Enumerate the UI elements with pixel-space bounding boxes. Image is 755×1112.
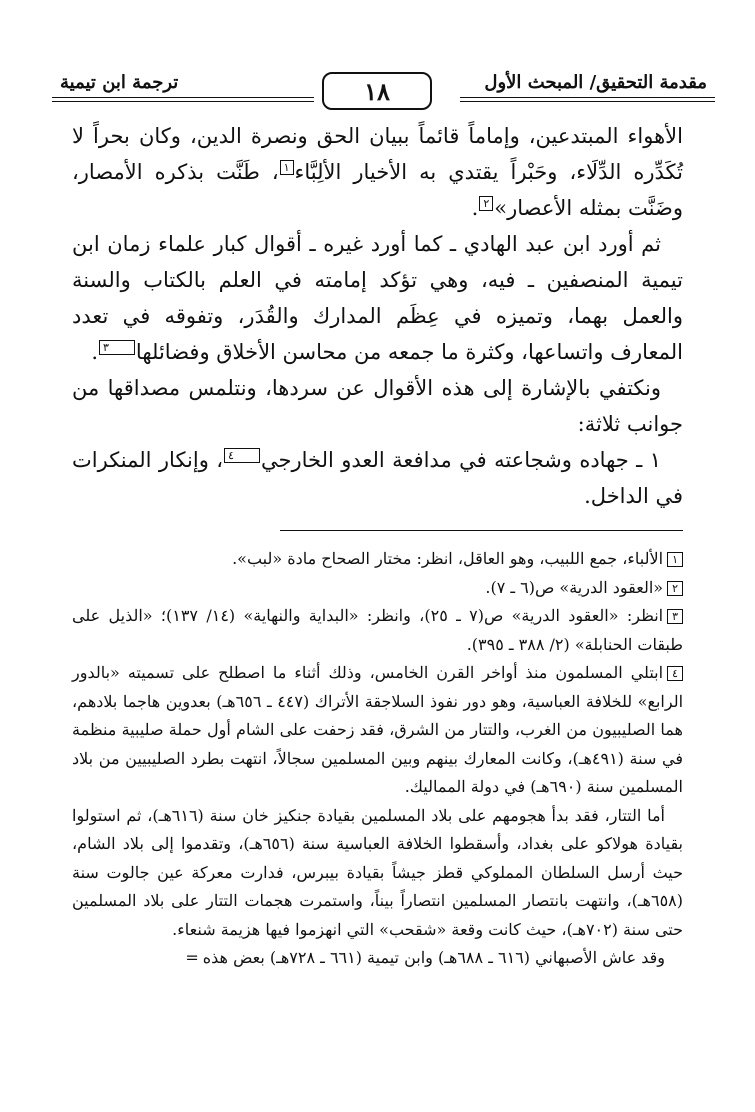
header-rule-left <box>52 97 314 98</box>
paragraph-1: الأهواء المبتدعين، وإماماً قائماً ببيان الحق ونصرة الدين، وكان بحراً لا تُكَدِّره الدِّلَاء، وحَبْراً يقتدي به الأخيار الألِبَّاء١، طَنَّت بذكره الأمصار، وضَنَّت بمثله الأعصار»٢. <box>72 124 683 220</box>
continuation-mark: = <box>185 948 199 967</box>
footnote-1: ١الألباء، جمع اللبيب، وهو العاقل، انظر: مختار الصحاح مادة «لبب». <box>72 545 683 574</box>
footnote-4-last-line: وقد عاش الأصبهاني (٦١٦ ـ ٦٨٨هـ) وابن تيمية (٦٦١ ـ ٧٢٨هـ) بعض هذه= <box>185 948 665 967</box>
footnote-number: ١ <box>667 552 683 567</box>
footnotes <box>72 545 683 973</box>
header-rule-right-thin <box>460 101 715 102</box>
footnote-2: ٢«العقود الدرية» ص(٦ ـ ٧). <box>72 574 683 603</box>
footnote-number: ٤ <box>667 666 683 681</box>
page-number: ١٨ <box>322 72 432 110</box>
footnote-number: ٣ <box>667 609 683 624</box>
footnote-4-continued: أما التتار، فقد بدأ هجومهم على بلاد المسلمين بقيادة جنكيز خان سنة (٦١٦هـ)، ثم استولوا بقيادة هولاكو على بغداد، وأسقطوا الخلافة العباسية سنة (٦٥٦هـ)، وتقدموا إلى بلاد الشام، حيث أرسل السلطان المملوكي قطز جيشاً بقيادة بيبرس، فدارت معركة عين جالوت سنة (٦٥٨هـ)، وانتهت بانتصار المسلمين انتصاراً بيناً، واستمرت هجمات التتار على بلاد المسلمين حتى سنة (٧٠٢هـ)، حيث كانت وقعة «شقحب» التي انهزموا فيها هزيمة شنعاء. <box>72 805 683 939</box>
footnote-ref-4[interactable]: ٤ <box>224 448 260 463</box>
paragraph-3: ونكتفي بالإشارة إلى هذه الأقوال عن سردها، ونتلمس مصداقها من جوانب ثلاثة: <box>72 376 683 436</box>
header-rule-right <box>460 97 715 98</box>
main-text <box>72 118 683 514</box>
paragraph-2: ثم أورد ابن عبد الهادي ـ كما أورد غيره ـ أقوال كبار علماء زمان ابن تيمية المنصفين ـ فيه، وهي تؤكد إمامته في العلم بالكتاب والسنة والعمل بهما، وتميزه في عِظَم المدارك والقُدَر، وتفوقه في تعدد المعارف واتساعها، وكثرة ما جمعه من محاسن الأخلاق وفضائلها٣. <box>72 232 684 364</box>
page-header <box>52 60 715 110</box>
footnote-separator <box>280 530 683 531</box>
footnote-number: ٢ <box>667 581 683 596</box>
running-title-right: مقدمة التحقيق/ المبحث الأول <box>484 72 707 93</box>
footnote-ref-3[interactable]: ٣ <box>99 340 135 355</box>
running-title-left: ترجمة ابن تيمية <box>60 72 179 93</box>
header-rule-left-thin <box>52 101 314 102</box>
paragraph-4: ١ ـ جهاده وشجاعته في مدافعة العدو الخارجي٤، وإنكار المنكرات في الداخل. <box>72 448 683 508</box>
footnote-4: ٤ابتلي المسلمون منذ أواخر القرن الخامس، وذلك أثناء ما اصطلح على تسميته «بالدور الرابع» للخلافة العباسية، وهو دور نفوذ السلاجقة الأتراك (٤٤٧ ـ ٦٥٦هـ) بعدوين هاجما بلادهم، هما الصليبيون من الغرب، والتتار من الشرق، فقد زحفت على الشام أول حملة صليبية منظمة في سنة (٤٩١هـ)، وكانت المعارك بينهم وبين المسلمين سجالاً، انتهت بطرد الصليبيين من بلاد المسلمين سنة (٦٩٠هـ) في دولة المماليك. <box>72 663 684 796</box>
footnote-3: ٣انظر: «العقود الدرية» ص(٧ ـ ٢٥)، وانظر: «البداية والنهاية» (١٤/ ١٣٧)؛ «الذيل على طبقات الحنابلة» (٢/ ٣٨٨ ـ ٣٩٥). <box>72 606 683 654</box>
footnote-ref-2[interactable]: ٢ <box>479 196 493 211</box>
footnote-ref-1[interactable]: ١ <box>280 160 294 175</box>
